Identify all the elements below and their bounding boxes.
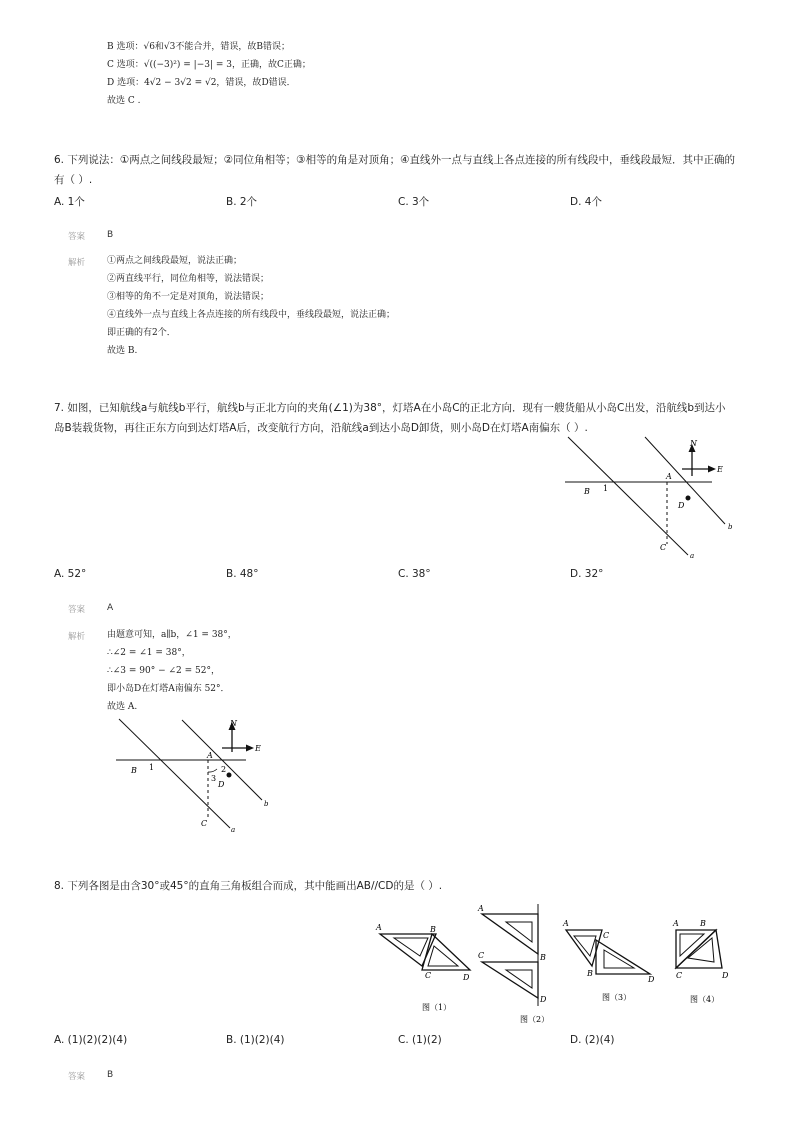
label-b: B <box>131 766 137 775</box>
label-angle-2: 2 <box>221 765 227 774</box>
route-a-line <box>568 437 688 555</box>
q6-option-c[interactable]: C. 3个 <box>398 196 430 208</box>
label-route-b: b <box>264 800 269 808</box>
q7-stem-line1: 7. 如图，已知航线a与航线b平行，航线b与正北方向的夹角(∠1)为38°，灯塔A在小岛C的正北方向．现有一艘货船从小岛C出发，沿航线b到达小 <box>54 402 726 414</box>
label-angle-3: 3 <box>211 774 217 783</box>
analysis-line: 故选 A. <box>107 702 138 712</box>
label-n: N <box>690 439 697 448</box>
svg-text:D: D <box>648 975 655 984</box>
analysis-line: ∴∠3 = 90° − ∠2 = 52°， <box>107 666 220 676</box>
figure-3 <box>562 919 655 1002</box>
q6-answer: B <box>107 230 114 240</box>
q8-answer-tag: 答案 <box>68 1072 86 1082</box>
svg-text:A: A <box>673 919 679 928</box>
analysis-line: ③相等的角不一定是对顶角，说法错误； <box>107 292 270 302</box>
label-c: C <box>660 543 667 552</box>
svg-text:B: B <box>700 919 706 928</box>
label-a: A <box>207 751 213 760</box>
label-route-a: a <box>231 826 236 834</box>
svg-text:D: D <box>722 971 729 980</box>
q7-stem-line2: 岛B装载货物，再往正东方向到达灯塔A后，改变航行方向，沿航线a到达小岛D卸货，则小岛D在灯塔A南偏东（ ）. <box>54 422 588 434</box>
svg-text:C: C <box>603 931 610 940</box>
prev-line: D 选项：4√2 − 3√2 = √2，错误，故D错误． <box>107 78 296 88</box>
east-arrowhead-icon <box>246 745 254 752</box>
q6-option-d[interactable]: D. 4个 <box>570 196 602 208</box>
analysis-line: ②两直线平行，同位角相等，说法错误； <box>107 274 270 284</box>
analysis-line: 故选 B. <box>107 346 138 356</box>
q7-option-d[interactable]: D. 32° <box>570 568 604 580</box>
prev-line: B 选项：√6和√3不能合并，错误，故B错误； <box>107 42 291 52</box>
analysis-line: 由题意可知，a∥b，∠1 = 38°， <box>107 630 237 640</box>
analysis-line: ④直线外一点与直线上各点连接的所有线段中，垂线段最短，说法正确； <box>107 310 396 320</box>
q7-option-a[interactable]: A. 52° <box>54 568 87 580</box>
point-d <box>227 773 232 778</box>
label-n: N <box>230 719 237 728</box>
q6-option-b[interactable]: B. 2个 <box>226 196 258 208</box>
figure-4-caption: 图（4） <box>690 995 720 1004</box>
q7-figure <box>560 436 750 566</box>
svg-text:A: A <box>376 923 382 932</box>
prev-line: 故选 C . <box>107 96 141 106</box>
svg-text:B: B <box>540 953 546 962</box>
figure-1-caption: 图（1） <box>422 1003 452 1012</box>
figure-1 <box>375 923 470 1012</box>
label-c: C <box>201 819 208 828</box>
q7-option-c[interactable]: C. 38° <box>398 568 431 580</box>
svg-text:A: A <box>478 904 484 913</box>
label-b: B <box>584 487 590 496</box>
prev-line: C 选项：√((−3)²) = |−3| = 3，正确，故C正确； <box>107 60 311 70</box>
q8-figures <box>370 898 750 1028</box>
q6-answer-tag: 答案 <box>68 232 86 242</box>
q8-option-b[interactable]: B. (1)(2)(4) <box>226 1034 285 1046</box>
figure-4 <box>672 919 729 1004</box>
q8-option-a[interactable]: A. (1)(2)(2)(4) <box>54 1034 128 1046</box>
q8-answer: B <box>107 1070 114 1080</box>
angle-2-arc <box>208 769 217 772</box>
label-a: A <box>666 472 672 481</box>
prev-solution <box>107 38 311 110</box>
q8-stem: 8. 下列各图是由含30°或45°的直角三角板组合而成，其中能画出AB//CD的是（ ）. <box>54 880 443 892</box>
q6-stem-line2: 有（ ）. <box>54 174 93 186</box>
label-e: E <box>255 744 261 753</box>
analysis-line: 即小岛D在灯塔A南偏东 52°． <box>107 684 230 694</box>
q7-answer-tag: 答案 <box>68 605 86 615</box>
q6-analysis-tag: 解析 <box>68 258 86 268</box>
label-angle-1: 1 <box>149 763 155 772</box>
figure-2 <box>477 904 549 1024</box>
label-e: E <box>717 465 723 474</box>
q7-analysis-tag: 解析 <box>68 632 86 642</box>
svg-text:A: A <box>563 919 569 928</box>
label-route-a: a <box>690 552 695 560</box>
svg-text:C: C <box>676 971 683 980</box>
label-route-b: b <box>728 523 733 531</box>
q6-analysis <box>107 252 395 360</box>
q6-stem <box>54 150 744 190</box>
label-d: D <box>218 780 225 789</box>
q6-option-a[interactable]: A. 1个 <box>54 196 85 208</box>
figure-3-caption: 图（3） <box>602 993 632 1002</box>
svg-text:D: D <box>463 973 470 982</box>
analysis-line: ①两点之间线段最短，说法正确； <box>107 256 243 266</box>
svg-text:B: B <box>587 969 593 978</box>
q7-answer: A <box>107 603 114 613</box>
svg-text:C: C <box>478 951 485 960</box>
svg-text:C: C <box>425 971 432 980</box>
label-angle-1: 1 <box>603 484 609 493</box>
svg-text:B: B <box>430 925 436 934</box>
q7-analysis <box>107 626 237 716</box>
figure-2-caption: 图（2） <box>520 1015 550 1024</box>
analysis-line: 即正确的有2个． <box>107 328 176 338</box>
q6-stem-line1: 6. 下列说法：①两点之间线段最短；②同位角相等；③相等的角是对顶角；④直线外一点与直线上各点连接的所有线段中，垂线段最短．其中正确的 <box>54 154 736 166</box>
east-arrowhead-icon <box>708 466 716 473</box>
q7-stem <box>54 398 744 438</box>
q7-option-b[interactable]: B. 48° <box>226 568 259 580</box>
q8-option-c[interactable]: C. (1)(2) <box>398 1034 442 1046</box>
label-d: D <box>678 501 685 510</box>
q8-option-d[interactable]: D. (2)(4) <box>570 1034 615 1046</box>
q7-analysis-figure <box>110 718 280 836</box>
analysis-line: ∴∠2 = ∠1 = 38°， <box>107 648 191 658</box>
svg-text:D: D <box>540 995 547 1004</box>
point-d <box>686 496 691 501</box>
route-b-line <box>645 437 725 524</box>
